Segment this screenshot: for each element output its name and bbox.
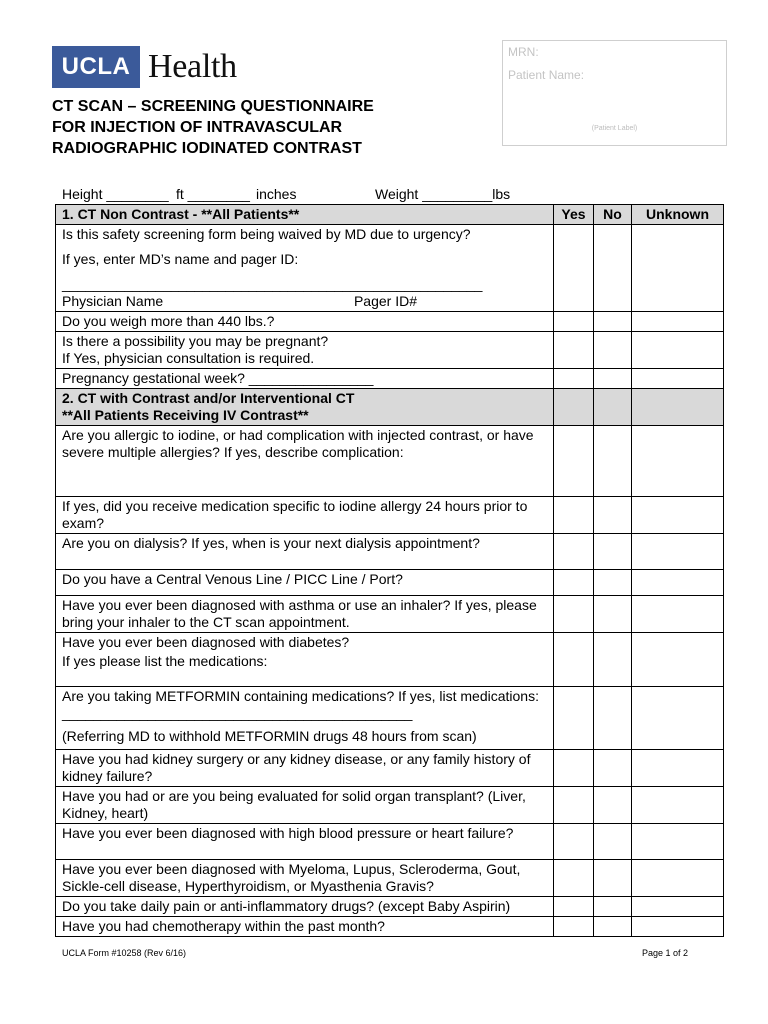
answer-yes[interactable]	[554, 426, 594, 497]
answer-no[interactable]	[594, 497, 632, 534]
physician-name-label: Physician Name	[62, 293, 164, 309]
answer-no[interactable]	[594, 687, 632, 750]
table-row	[56, 860, 724, 897]
answer-yes[interactable]	[554, 332, 594, 369]
section-2-title	[56, 389, 554, 426]
answer-unknown[interactable]	[632, 497, 724, 534]
logo-box: UCLA	[52, 46, 140, 88]
answer-yes[interactable]	[554, 860, 594, 897]
form-title	[52, 96, 374, 159]
pager-id-label: Pager ID#	[353, 293, 417, 309]
title-line-1: CT SCAN – SCREENING QUESTIONNAIRE	[52, 98, 374, 115]
table-row	[56, 426, 724, 497]
question-transplant: Have you had or are you being evaluated for solid organ transplant? (Liver, Kidney, heart)	[56, 787, 554, 824]
answer-yes[interactable]	[554, 687, 594, 750]
answer-yes[interactable]	[554, 633, 594, 687]
section-2-title-line-1: 2. CT with Contrast and/or Interventional CT	[62, 390, 355, 406]
answer-unknown[interactable]	[632, 596, 724, 633]
col-unknown: Unknown	[632, 205, 724, 225]
page-number: Page 1 of 2	[642, 948, 689, 958]
question-kidney: Have you had kidney surgery or any kidney disease, or any family history of kidney failure?	[56, 750, 554, 787]
pregnant-note: If Yes, physician consultation is required.	[62, 350, 315, 366]
answer-no[interactable]	[594, 312, 632, 332]
answer-yes[interactable]	[554, 787, 594, 824]
question-diabetes	[56, 633, 554, 687]
answer-no[interactable]	[594, 225, 632, 312]
answer-unknown[interactable]	[632, 687, 724, 750]
title-line-2: FOR INJECTION OF INTRAVASCULAR	[52, 119, 343, 136]
waiver-question: Is this safety screening form being waived by MD due to urgency?	[62, 226, 471, 242]
question-dialysis: Are you on dialysis? If yes, when is your next dialysis appointment?	[56, 534, 554, 570]
answer-unknown[interactable]	[632, 633, 724, 687]
question-weight: Do you weigh more than 440 lbs.?	[56, 312, 554, 332]
answer-no[interactable]	[594, 860, 632, 897]
answer-unknown[interactable]	[632, 917, 724, 937]
height-field[interactable]: Height ________	[62, 186, 169, 202]
answer-no[interactable]	[594, 824, 632, 860]
question-metformin	[56, 687, 554, 750]
table-row	[56, 312, 724, 332]
metformin-question: Are you taking METFORMIN containing medications? If yes, list medications: _____________________________________________	[62, 688, 539, 721]
col-no: No	[594, 205, 632, 225]
inches-label: inches	[256, 186, 297, 202]
patient-name-label: Patient Name:	[508, 68, 585, 82]
answer-unknown[interactable]	[632, 860, 724, 897]
answer-yes[interactable]	[554, 369, 594, 389]
answer-no[interactable]	[594, 570, 632, 596]
table-row	[56, 787, 724, 824]
answer-yes[interactable]	[554, 750, 594, 787]
question-gestational: Pregnancy gestational week? ________________	[56, 369, 554, 389]
answer-unknown[interactable]	[632, 312, 724, 332]
answer-yes[interactable]	[554, 570, 594, 596]
answer-yes[interactable]	[554, 824, 594, 860]
section-2-title-line-2: **All Patients Receiving IV Contrast**	[62, 407, 309, 423]
answer-unknown[interactable]	[632, 225, 724, 312]
answer-unknown[interactable]	[632, 897, 724, 917]
question-allergy-med: If yes, did you receive medication specific to iodine allergy 24 hours prior to exam?	[56, 497, 554, 534]
table-row	[56, 596, 724, 633]
table-row	[56, 633, 724, 687]
answer-unknown[interactable]	[632, 534, 724, 570]
ft-field[interactable]: ft ________	[176, 186, 250, 202]
section-2-header	[56, 389, 724, 426]
answer-yes[interactable]	[554, 596, 594, 633]
weight-field[interactable]: Weight _________lbs	[375, 186, 511, 202]
answer-unknown[interactable]	[632, 824, 724, 860]
answer-yes[interactable]	[554, 534, 594, 570]
table-row	[56, 917, 724, 937]
table-row	[56, 570, 724, 596]
pregnant-question: Is there a possibility you may be pregnant?	[62, 333, 329, 349]
answer-unknown[interactable]	[632, 787, 724, 824]
ucla-health-logo	[52, 46, 237, 88]
form-number: UCLA Form #10258 (Rev 6/16)	[62, 948, 187, 958]
waiver-instruction: If yes, enter MD’s name and pager ID:	[62, 251, 299, 267]
question-central-line: Do you have a Central Venous Line / PICC Line / Port?	[56, 570, 554, 596]
diabetes-note: If yes please list the medications:	[62, 653, 268, 669]
answer-no[interactable]	[594, 917, 632, 937]
mrn-label: MRN:	[508, 45, 539, 59]
answer-no[interactable]	[594, 897, 632, 917]
question-chemotherapy: Have you had chemotherapy within the past month?	[56, 917, 554, 937]
answer-yes[interactable]	[554, 917, 594, 937]
patient-label-note: (Patient Label)	[591, 125, 638, 132]
question-allergy: Are you allergic to iodine, or had complication with injected contrast, or have severe multiple allergies? If yes, describe complication:	[56, 426, 554, 497]
answer-yes[interactable]	[554, 497, 594, 534]
question-waiver	[56, 225, 554, 312]
table-row	[56, 497, 724, 534]
table-row	[56, 225, 724, 312]
metformin-note: (Referring MD to withhold METFORMIN drugs 48 hours from scan)	[62, 728, 477, 744]
answer-unknown[interactable]	[632, 369, 724, 389]
questionnaire-table	[55, 204, 724, 937]
answer-unknown[interactable]	[632, 426, 724, 497]
answer-no[interactable]	[594, 596, 632, 633]
table-row	[56, 750, 724, 787]
waiver-blank-line[interactable]: ______________________________________________________	[62, 276, 483, 292]
section-1-header	[56, 205, 724, 225]
answer-no[interactable]	[594, 534, 632, 570]
table-row	[56, 332, 724, 369]
table-row	[56, 369, 724, 389]
section-1-title: 1. CT Non Contrast - **All Patients**	[56, 205, 554, 225]
answer-no[interactable]	[594, 750, 632, 787]
col-yes: Yes	[554, 205, 594, 225]
table-row	[56, 534, 724, 570]
answer-unknown[interactable]	[632, 750, 724, 787]
question-blood-pressure: Have you ever been diagnosed with high blood pressure or heart failure?	[56, 824, 554, 860]
question-pregnant	[56, 332, 554, 369]
answer-no[interactable]	[594, 369, 632, 389]
answer-yes[interactable]	[554, 897, 594, 917]
answer-no[interactable]	[594, 332, 632, 369]
table-row	[56, 824, 724, 860]
answer-no[interactable]	[594, 633, 632, 687]
answer-unknown[interactable]	[632, 570, 724, 596]
table-row	[56, 687, 724, 750]
answer-yes[interactable]	[554, 225, 594, 312]
question-asthma: Have you ever been diagnosed with asthma or use an inhaler? If yes, please bring your inhaler to the CT scan appointment.	[56, 596, 554, 633]
question-pain-drugs: Do you take daily pain or anti-inflammatory drugs? (except Baby Aspirin)	[56, 897, 554, 917]
answer-unknown[interactable]	[632, 332, 724, 369]
title-line-3: RADIOGRAPHIC IODINATED CONTRAST	[52, 140, 362, 157]
answer-no[interactable]	[594, 426, 632, 497]
answer-yes[interactable]	[554, 312, 594, 332]
patient-label-box	[502, 40, 727, 146]
question-myeloma: Have you ever been diagnosed with Myeloma, Lupus, Scleroderma, Gout, Sickle-cell disease, Hyperthyroidism, or Myasthenia Gravis?	[56, 860, 554, 897]
table-row	[56, 897, 724, 917]
answer-no[interactable]	[594, 787, 632, 824]
diabetes-question: Have you ever been diagnosed with diabetes?	[62, 634, 350, 650]
logo-text: Health	[148, 48, 237, 85]
